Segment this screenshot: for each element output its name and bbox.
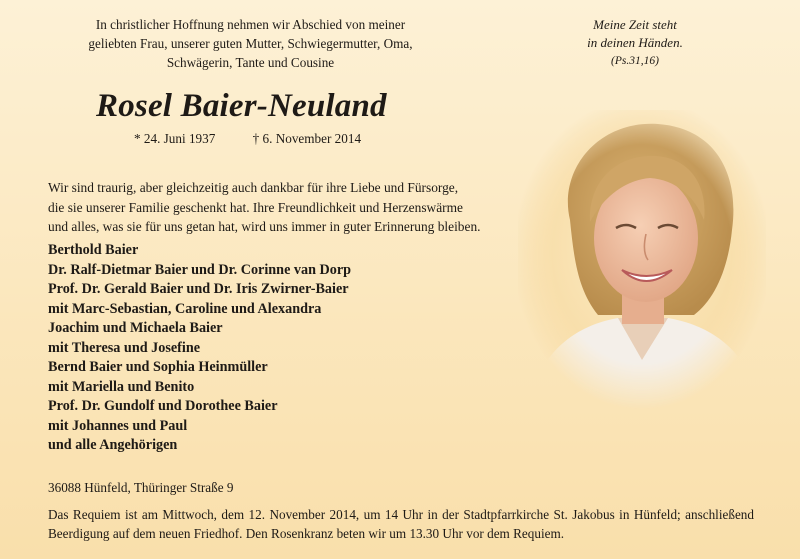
mourner-line: Joachim und Michaela Baier xyxy=(48,320,223,336)
verse-line: in deinen Händen. xyxy=(587,35,683,50)
memorial-line: und alles, was sie für uns getan hat, wird uns immer in guter Erinnerung bleiben. xyxy=(48,219,481,234)
intro-text xyxy=(48,15,453,72)
mourners-list xyxy=(48,241,518,456)
mourner-line: Prof. Dr. Gundolf und Dorothee Baier xyxy=(48,398,278,414)
mourner-line: und alle Angehörigen xyxy=(48,437,178,453)
memorial-line: die sie unserer Familie geschenkt hat. Ihre Freundlichkeit und Herzenswärme xyxy=(48,199,463,215)
memorial-text xyxy=(48,178,528,237)
mourner-line: Prof. Dr. Gerald Baier und Dr. Iris Zwirner-Baier xyxy=(48,281,349,297)
mourner-line: mit Johannes und Paul xyxy=(48,417,188,434)
deceased-name: Rosel Baier-Neuland xyxy=(96,88,387,124)
mourner-line: Berthold Baier xyxy=(48,242,139,258)
requiem-info: Das Requiem ist am Mittwoch, dem 12. November 2014, um 14 Uhr in der Stadtpfarrkirche St. Jakobus in Hünfeld; anschließend Beerdigung auf dem neuen Friedhof. Den Rosenkranz beten wir um 13.30 Uhr vor dem Requiem. xyxy=(48,507,754,541)
memorial-line: Wir sind traurig, aber gleichzeitig auch dankbar für ihre Liebe und Fürsorge, xyxy=(48,180,459,195)
bible-verse xyxy=(545,16,725,70)
mourner-line: Dr. Ralf-Dietmar Baier und Dr. Corinne van Dorp xyxy=(48,261,352,278)
intro-line: Schwägerin, Tante und Cousine xyxy=(166,55,335,70)
intro-line: geliebten Frau, unserer guten Mutter, Schwiegermutter, Oma, xyxy=(88,36,413,51)
life-dates xyxy=(134,131,361,147)
family-address: 36088 Hünfeld, Thüringer Straße 9 xyxy=(48,480,234,495)
portrait-photo xyxy=(518,110,766,410)
birth-date: * 24. Juni 1937 xyxy=(134,131,216,146)
mourner-line: Bernd Baier und Sophia Heinmüller xyxy=(48,359,268,375)
mourner-line: mit Marc-Sebastian, Caroline und Alexandra xyxy=(48,300,322,317)
death-date: † 6. November 2014 xyxy=(252,131,362,146)
mourner-line: mit Mariella und Benito xyxy=(48,378,195,395)
mourner-line: mit Theresa und Josefine xyxy=(48,339,201,356)
intro-line: In christlicher Hoffnung nehmen wir Abschied von meiner xyxy=(95,17,406,32)
verse-line: Meine Zeit steht xyxy=(593,17,677,32)
verse-reference: (Ps.31,16) xyxy=(611,55,659,67)
